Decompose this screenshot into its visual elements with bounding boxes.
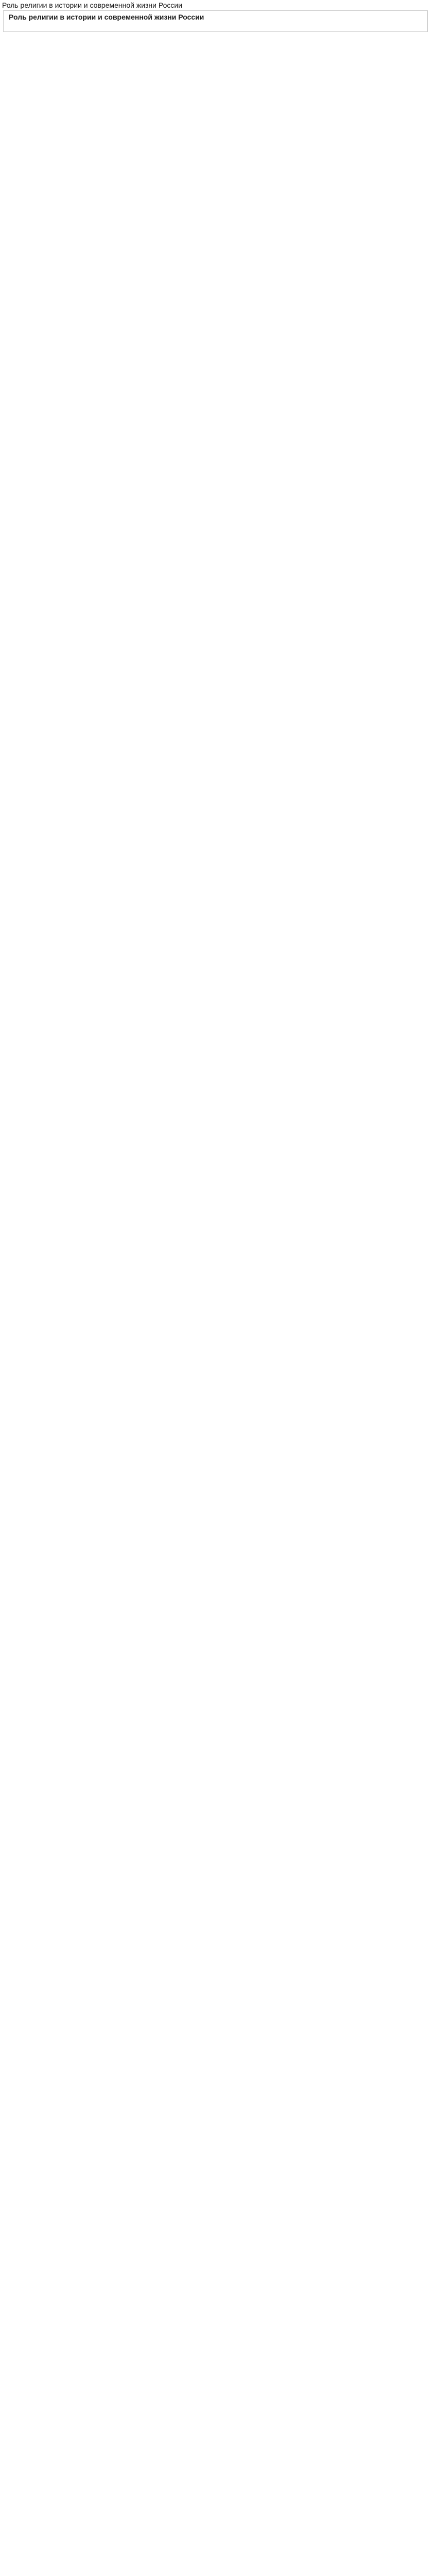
page-title: Роль религии в истории и современной жизни России [9,13,204,21]
document-header: Роль религии в истории и современной жизни России [2,1,183,9]
document-page [3,10,428,32]
